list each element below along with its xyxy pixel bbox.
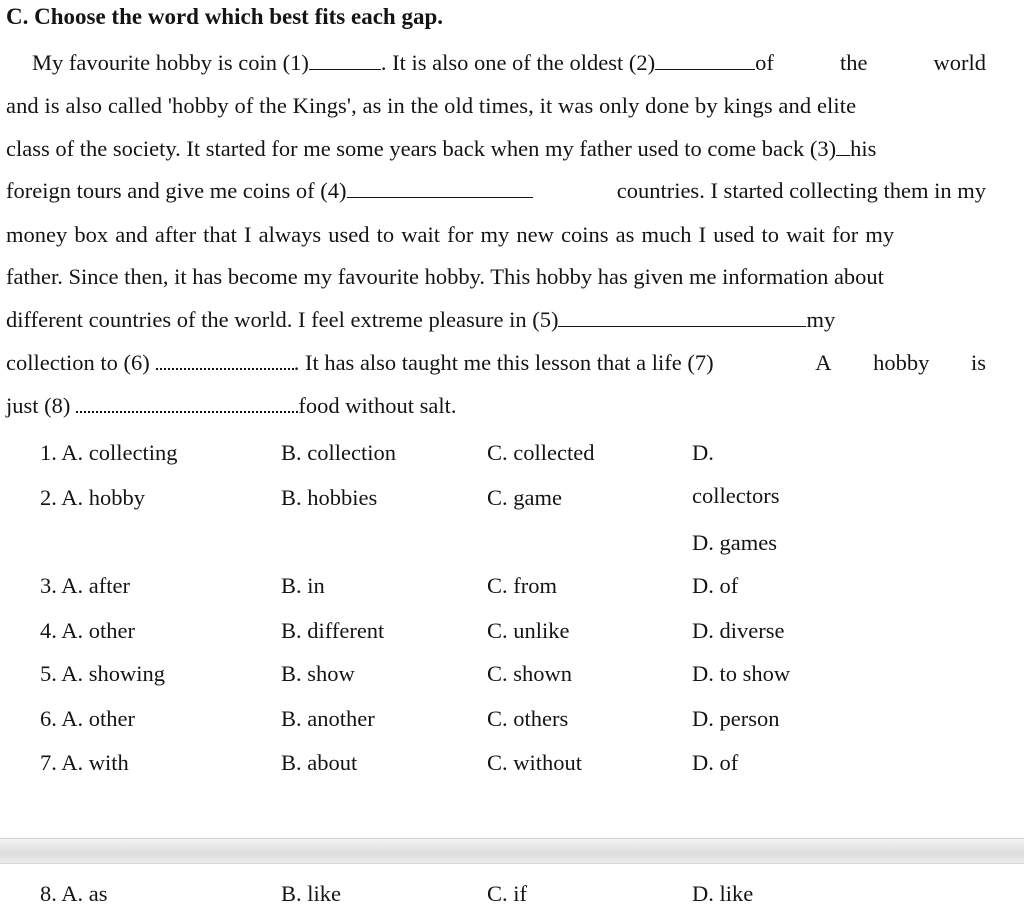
option-4-c[interactable]: C. unlike	[487, 618, 570, 643]
gap-4-blank	[347, 181, 533, 198]
passage-line-5: money box and after that I always used to wait for my new coins as much I used to wait for my	[6, 222, 895, 247]
passage-text: the	[839, 50, 868, 75]
option-1-d[interactable]: D.	[692, 440, 714, 465]
passage-text: . It is also one of the oldest (2)	[380, 50, 656, 75]
page-break-divider	[0, 838, 1024, 864]
option-5-d[interactable]: D. to show	[692, 661, 791, 686]
gap-5-blank	[558, 310, 806, 327]
option-6-d[interactable]: D. person	[692, 706, 780, 731]
option-4-a[interactable]: 4. A. other	[40, 618, 135, 643]
passage-line-9	[6, 391, 986, 421]
gap-3-blank	[836, 139, 850, 156]
passage-text: food without salt.	[298, 393, 457, 418]
passage-text: hobby	[873, 350, 930, 375]
option-8-a[interactable]: 8. A. as	[40, 881, 108, 906]
section-title: C. Choose the word which best fits each gap.	[6, 4, 443, 29]
passage-text: his	[850, 136, 877, 161]
passage-text: different countries of the world. I feel extreme pleasure in (5)	[6, 307, 559, 332]
passage-line-8	[6, 348, 986, 378]
option-1-c[interactable]: C. collected	[487, 440, 595, 465]
option-7-c[interactable]: C. without	[487, 750, 583, 775]
passage-text: A	[815, 350, 832, 375]
option-1-d-continued[interactable]: collectors	[692, 483, 780, 508]
option-5-a[interactable]: 5. A. showing	[40, 661, 166, 686]
passage-line-3	[6, 134, 986, 164]
passage-line-7	[6, 305, 986, 335]
option-6-a[interactable]: 6. A. other	[40, 706, 135, 731]
passage-text: countries. I started collecting them in my	[616, 178, 986, 203]
gap-1-blank	[309, 53, 381, 70]
passage-text: is	[970, 350, 986, 375]
gap-8-blank	[76, 395, 298, 413]
passage-line-2: and is also called 'hobby of the Kings', as in the old times, it was only done by kings and elite	[6, 93, 857, 118]
option-5-b[interactable]: B. show	[281, 661, 355, 686]
option-2-b[interactable]: B. hobbies	[281, 485, 378, 510]
option-1-a[interactable]: 1. A. collecting	[40, 440, 178, 465]
option-4-d[interactable]: D. diverse	[692, 618, 785, 643]
option-2-d[interactable]: D. games	[692, 530, 777, 555]
passage-text: My favourite hobby is coin (1)	[32, 50, 309, 75]
option-8-d[interactable]: D. like	[692, 881, 754, 906]
gap-2-blank	[655, 53, 755, 70]
passage-text: world	[933, 50, 986, 75]
gap-6-blank	[156, 352, 294, 370]
option-8-c[interactable]: C. if	[487, 881, 528, 906]
passage-text: class of the society. It started for me some years back when my father used to come back (3)	[6, 136, 837, 161]
option-6-b[interactable]: B. another	[281, 706, 375, 731]
passage-line-1	[32, 48, 986, 78]
option-5-c[interactable]: C. shown	[487, 661, 573, 686]
option-7-a[interactable]: 7. A. with	[40, 750, 129, 775]
option-2-c[interactable]: C. game	[487, 485, 562, 510]
passage-text: . It has also taught me this lesson that a life (7)	[293, 350, 714, 375]
passage-text: of	[755, 50, 774, 75]
option-3-c[interactable]: C. from	[487, 573, 557, 598]
option-1-b[interactable]: B. collection	[281, 440, 396, 465]
passage-text: my	[806, 307, 836, 332]
passage-text: foreign tours and give me coins of (4)	[6, 178, 347, 203]
option-4-b[interactable]: B. different	[281, 618, 385, 643]
option-3-b[interactable]: B. in	[281, 573, 325, 598]
passage-line-4	[6, 176, 986, 206]
passage-text: just (8)	[6, 393, 71, 418]
option-7-b[interactable]: B. about	[281, 750, 358, 775]
option-7-d[interactable]: D. of	[692, 750, 739, 775]
option-3-d[interactable]: D. of	[692, 573, 739, 598]
option-2-a[interactable]: 2. A. hobby	[40, 485, 146, 510]
option-3-a[interactable]: 3. A. after	[40, 573, 130, 598]
option-8-b[interactable]: B. like	[281, 881, 341, 906]
passage-text: collection to (6)	[6, 350, 150, 375]
passage-line-6: father. Since then, it has become my favourite hobby. This hobby has given me information about	[6, 264, 884, 289]
option-6-c[interactable]: C. others	[487, 706, 569, 731]
